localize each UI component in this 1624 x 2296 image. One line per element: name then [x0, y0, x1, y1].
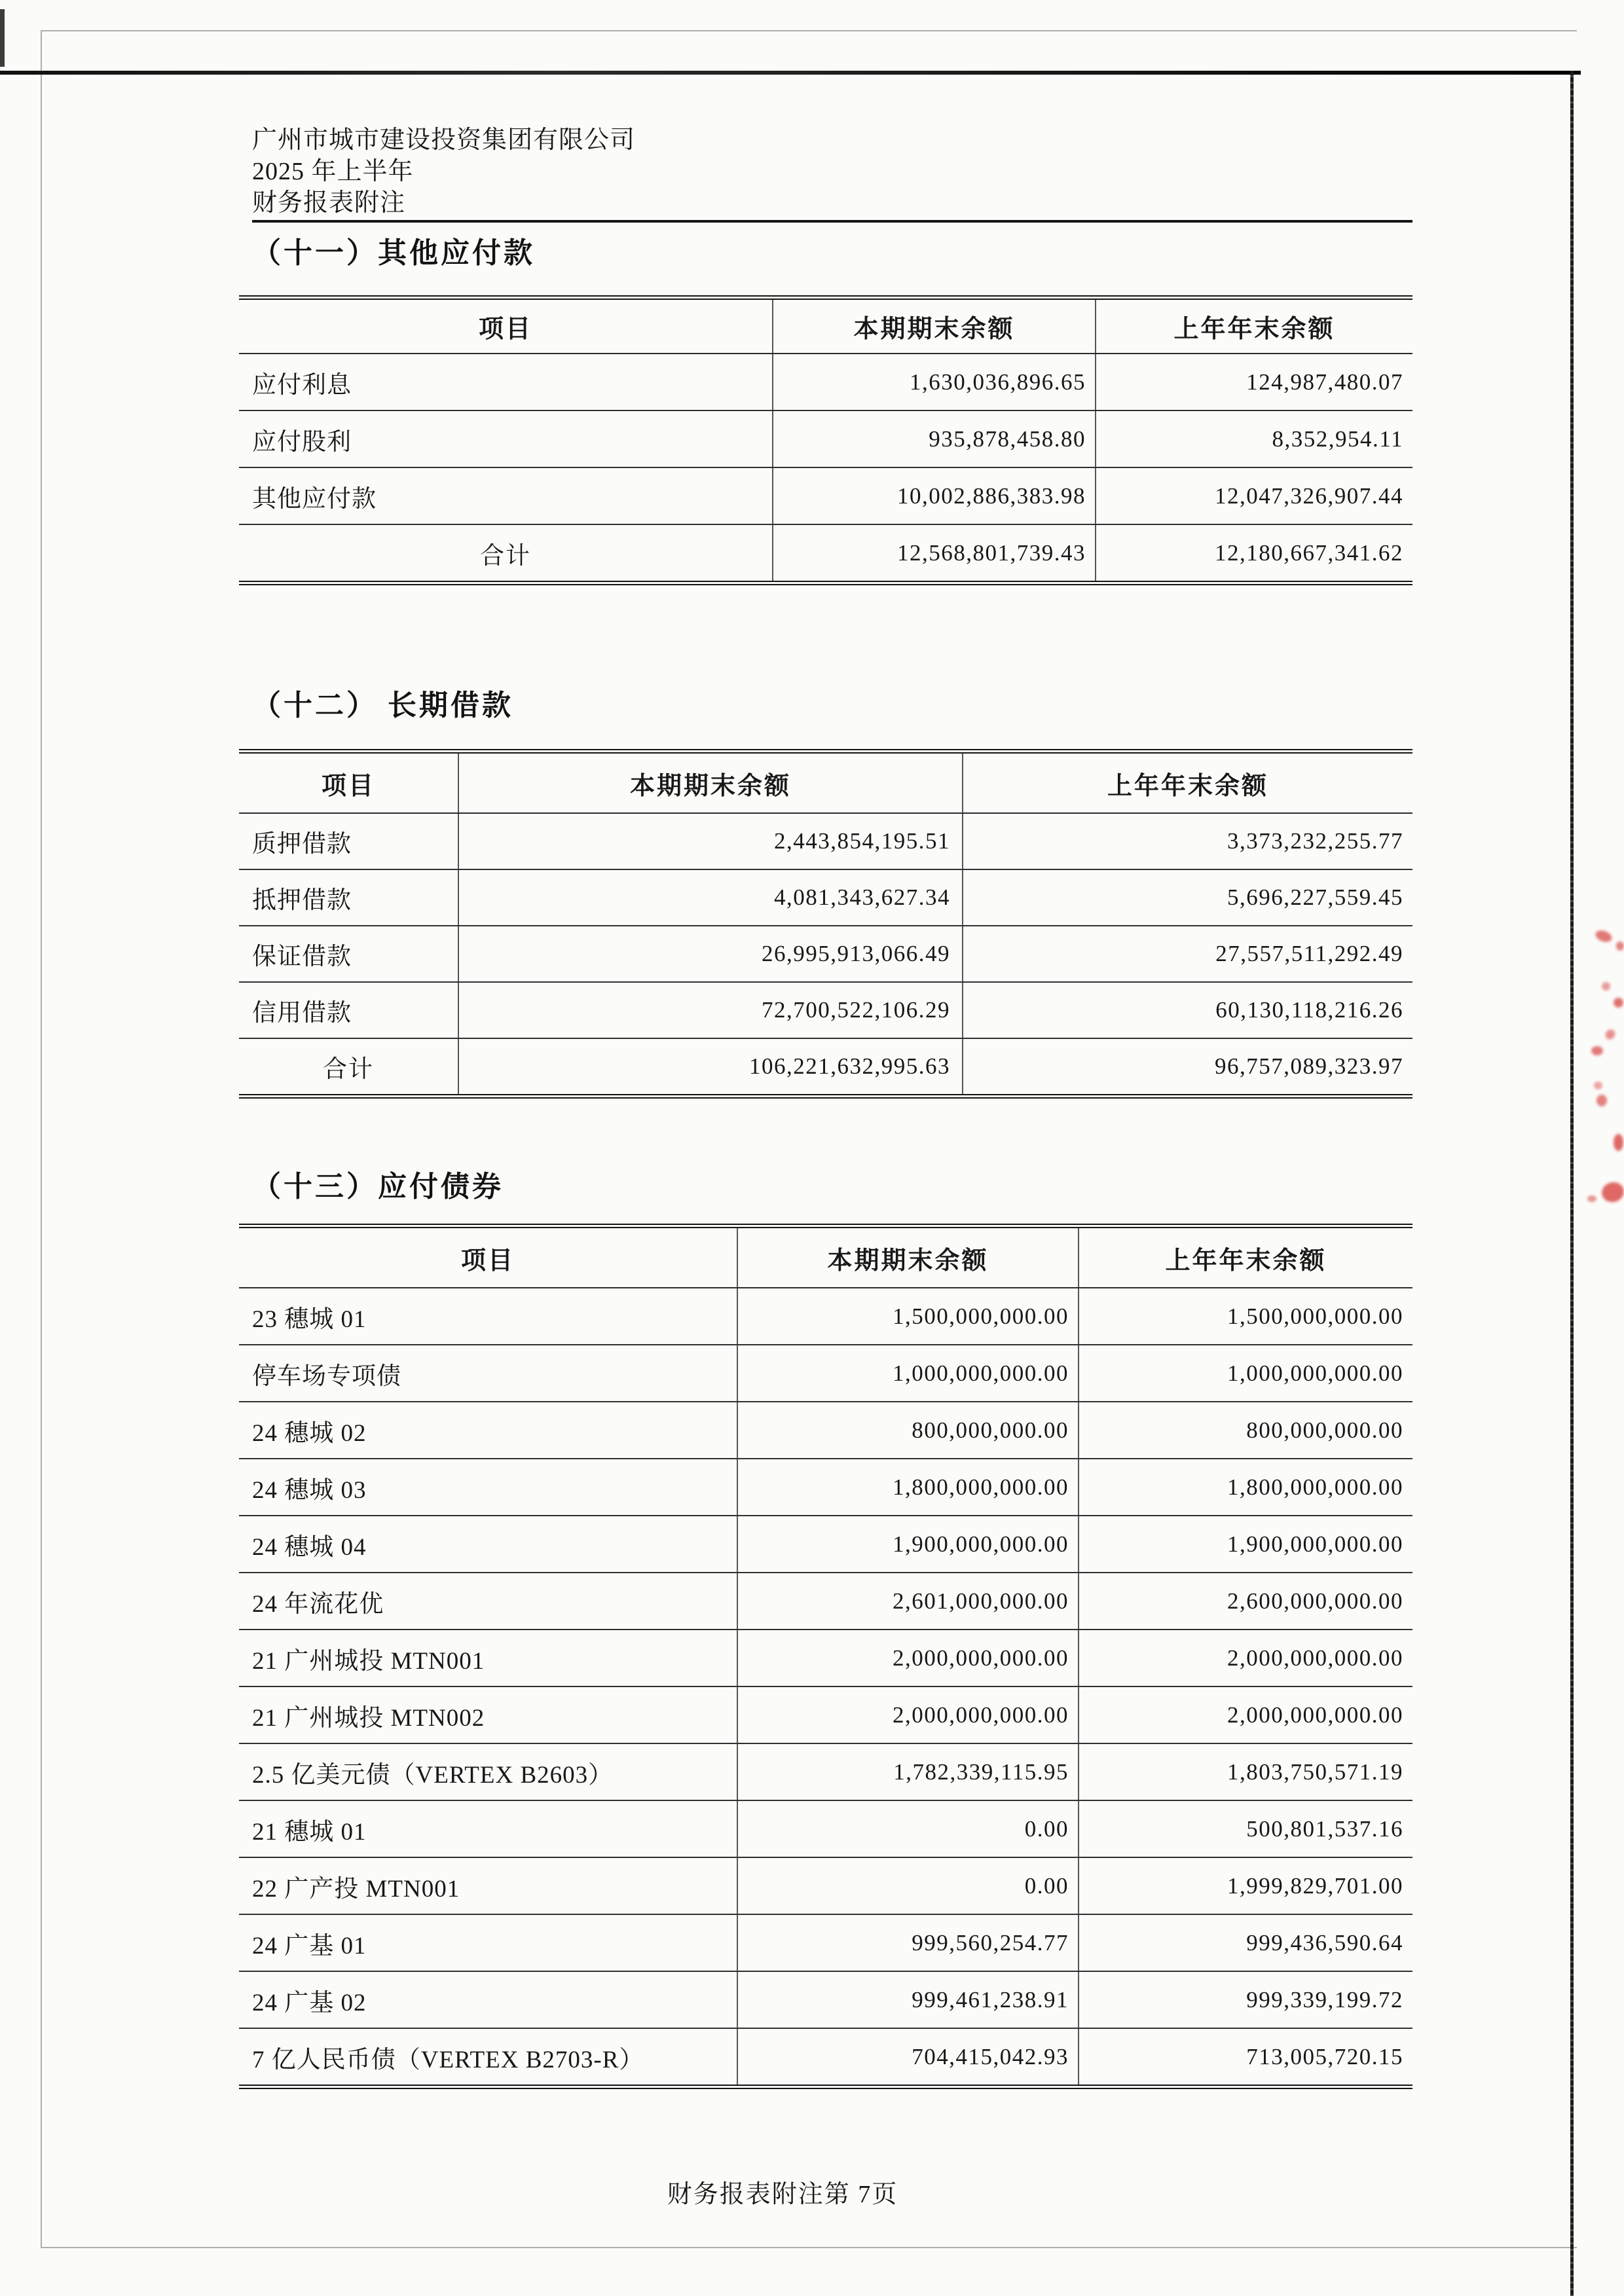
red-stamp-mark — [1591, 1046, 1603, 1055]
table-row — [239, 1573, 1412, 1630]
table-row — [239, 1914, 1412, 1971]
scan-corner-mark — [0, 9, 5, 67]
row-current-value: 10,002,886,383.98 — [773, 467, 1096, 524]
row-item-label: 信用借款 — [239, 982, 458, 1038]
table-row — [239, 2028, 1412, 2087]
col-header-prior: 上年年末余额 — [1079, 1226, 1412, 1288]
row-item-label: 24 穗城 03 — [239, 1459, 737, 1516]
report-period: 2025 年上半年 — [252, 158, 414, 185]
row-current-value: 72,700,522,106.29 — [458, 982, 963, 1038]
row-current-value: 26,995,913,066.49 — [458, 926, 963, 982]
row-prior-value: 1,000,000,000.00 — [1079, 1345, 1412, 1402]
red-stamp-mark — [1594, 928, 1614, 944]
row-prior-value: 27,557,511,292.49 — [963, 926, 1412, 982]
row-prior-value: 2,600,000,000.00 — [1079, 1573, 1412, 1630]
row-item-label: 24 广基 02 — [239, 1971, 737, 2028]
row-prior-value: 124,987,480.07 — [1096, 354, 1412, 410]
red-stamp-mark — [1600, 1180, 1624, 1205]
col-header-current: 本期期末余额 — [737, 1226, 1079, 1288]
col-header-item: 项目 — [239, 752, 458, 814]
total-current-value: 12,568,801,739.43 — [773, 524, 1096, 583]
company-name: 广州市城市建设投资集团有限公司 — [252, 126, 636, 154]
row-prior-value: 5,696,227,559.45 — [963, 869, 1412, 926]
table-row — [239, 1288, 1412, 1345]
row-current-value: 1,500,000,000.00 — [737, 1288, 1079, 1345]
red-stamp-mark — [1587, 1195, 1596, 1202]
col-header-current: 本期期末余额 — [458, 752, 963, 814]
row-prior-value: 12,047,326,907.44 — [1096, 467, 1412, 524]
table-row — [239, 354, 1412, 410]
red-stamp-mark — [1614, 998, 1623, 1008]
red-stamp-mark — [1616, 941, 1624, 951]
col-header-prior: 上年年末余额 — [963, 752, 1412, 814]
row-current-value: 999,461,238.91 — [737, 1971, 1079, 2028]
red-stamp-mark — [1602, 982, 1610, 991]
row-current-value: 0.00 — [737, 1857, 1079, 1914]
row-item-label: 22 广产投 MTN001 — [239, 1857, 737, 1914]
scan-right-edge-line — [1570, 71, 1574, 2296]
row-prior-value: 3,373,232,255.77 — [963, 813, 1412, 869]
row-item-label: 其他应付款 — [239, 467, 773, 524]
table-row — [239, 1800, 1412, 1857]
table-row — [239, 1857, 1412, 1914]
row-item-label: 24 穗城 04 — [239, 1516, 737, 1573]
row-prior-value: 800,000,000.00 — [1079, 1402, 1412, 1459]
row-item-label: 7 亿人民币债（VERTEX B2703-R） — [252, 2046, 644, 2073]
row-item-label: 应付利息 — [239, 354, 773, 410]
row-current-value: 1,000,000,000.00 — [737, 1345, 1079, 1402]
scan-top-line — [0, 71, 1581, 75]
other-payables-table — [239, 295, 1412, 585]
row-item-label: 24 年流花优 — [239, 1573, 737, 1630]
row-item-label: 23 穗城 01 — [239, 1288, 737, 1345]
row-prior-value: 713,005,720.15 — [1079, 2028, 1412, 2087]
row-item-label: 21 广州城投 MTN001 — [239, 1630, 737, 1686]
table-header-row — [239, 752, 1412, 814]
row-item-label: 21 穗城 01 — [239, 1800, 737, 1857]
table-row — [239, 926, 1412, 982]
row-prior-value: 1,803,750,571.19 — [1079, 1743, 1412, 1800]
row-prior-value: 8,352,954.11 — [1096, 410, 1412, 467]
row-item-label: 抵押借款 — [239, 869, 458, 926]
row-item-label: 应付股利 — [239, 410, 773, 467]
row-current-value: 4,081,343,627.34 — [458, 869, 963, 926]
col-header-current: 本期期末余额 — [773, 298, 1096, 354]
table-row — [239, 869, 1412, 926]
table-total-row — [239, 1038, 1412, 1097]
row-current-value: 1,800,000,000.00 — [737, 1459, 1079, 1516]
table-row — [239, 410, 1412, 467]
total-prior-value: 96,757,089,323.97 — [963, 1038, 1412, 1097]
table-row — [239, 1971, 1412, 2028]
row-item-label: 保证借款 — [239, 926, 458, 982]
section-heading-bonds-payable: （十三）应付债券 — [252, 1171, 504, 1203]
document-title: 财务报表附注 — [252, 189, 406, 217]
table-header-row — [239, 298, 1412, 354]
red-stamp-mark — [1603, 1027, 1617, 1041]
table-row — [239, 1743, 1412, 1800]
red-stamp-mark — [1596, 1095, 1607, 1106]
row-current-value: 1,900,000,000.00 — [737, 1516, 1079, 1573]
long-term-loans-table — [239, 749, 1412, 1099]
table-row — [239, 1630, 1412, 1686]
table-row — [239, 1459, 1412, 1516]
table-row — [239, 1402, 1412, 1459]
section-heading-other-payables: （十一）其他应付款 — [252, 237, 535, 269]
table-row — [239, 1686, 1412, 1743]
row-current-value: 1,630,036,896.65 — [773, 354, 1096, 410]
row-prior-value: 500,801,537.16 — [1079, 1800, 1412, 1857]
row-prior-value: 999,436,590.64 — [1079, 1914, 1412, 1971]
col-header-item: 项目 — [239, 298, 773, 354]
col-header-item: 项目 — [239, 1226, 737, 1288]
row-prior-value: 2,000,000,000.00 — [1079, 1630, 1412, 1686]
row-item-label: 24 广基 01 — [239, 1914, 737, 1971]
row-current-value: 800,000,000.00 — [737, 1402, 1079, 1459]
table-row — [239, 467, 1412, 524]
page-footer: 财务报表附注第 7页 — [667, 2181, 898, 2208]
total-current-value: 106,221,632,995.63 — [458, 1038, 963, 1097]
row-prior-value: 1,800,000,000.00 — [1079, 1459, 1412, 1516]
table-total-row — [239, 524, 1412, 583]
row-current-value: 2,443,854,195.51 — [458, 813, 963, 869]
total-label: 合计 — [480, 542, 531, 570]
row-prior-value: 1,500,000,000.00 — [1079, 1288, 1412, 1345]
table-row — [239, 813, 1412, 869]
header-rule — [252, 220, 1412, 223]
document-header — [252, 124, 635, 219]
bonds-payable-table — [239, 1224, 1412, 2089]
row-prior-value: 1,999,829,701.00 — [1079, 1857, 1412, 1914]
table-row — [239, 1345, 1412, 1402]
table-row — [239, 1516, 1412, 1573]
row-current-value: 1,782,339,115.95 — [737, 1743, 1079, 1800]
row-current-value: 935,878,458.80 — [773, 410, 1096, 467]
row-prior-value: 999,339,199.72 — [1079, 1971, 1412, 2028]
section-heading-long-term-loans: （十二） 长期借款 — [252, 689, 513, 721]
row-prior-value: 1,900,000,000.00 — [1079, 1516, 1412, 1573]
table-header-row — [239, 1226, 1412, 1288]
row-current-value: 2,601,000,000.00 — [737, 1573, 1079, 1630]
row-prior-value: 60,130,118,216.26 — [963, 982, 1412, 1038]
row-item-label: 24 穗城 02 — [239, 1402, 737, 1459]
red-stamp-mark — [1614, 1134, 1623, 1151]
row-item-label: 2.5 亿美元债（VERTEX B2603） — [239, 1743, 737, 1800]
row-current-value: 999,560,254.77 — [737, 1914, 1079, 1971]
table-row — [239, 982, 1412, 1038]
row-item-label: 质押借款 — [239, 813, 458, 869]
col-header-prior: 上年年末余额 — [1096, 298, 1412, 354]
total-prior-value: 12,180,667,341.62 — [1096, 524, 1412, 583]
row-item-label: 21 广州城投 MTN002 — [239, 1686, 737, 1743]
row-current-value: 0.00 — [737, 1800, 1079, 1857]
row-prior-value: 2,000,000,000.00 — [1079, 1686, 1412, 1743]
row-current-value: 2,000,000,000.00 — [737, 1630, 1079, 1686]
row-current-value: 704,415,042.93 — [737, 2028, 1079, 2087]
total-label: 合计 — [323, 1056, 374, 1083]
red-stamp-mark — [1594, 1082, 1602, 1089]
row-item-label: 停车场专项债 — [239, 1345, 737, 1402]
row-current-value: 2,000,000,000.00 — [737, 1686, 1079, 1743]
